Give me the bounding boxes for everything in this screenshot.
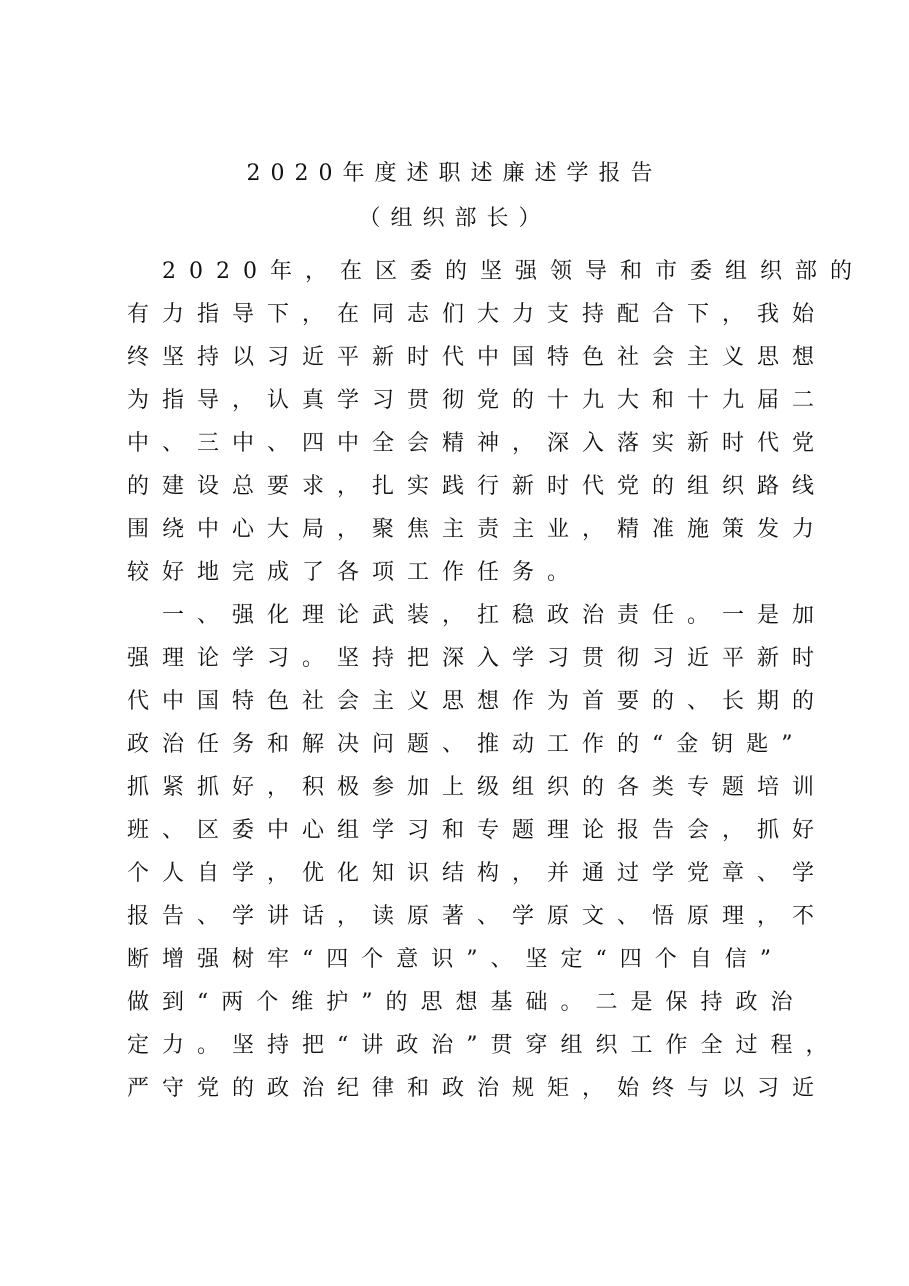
- body-line: 强理论学习。坚持把深入学习贯彻习近平新时: [127, 646, 828, 671]
- body-line: 较好地完成了各项工作任务。: [127, 560, 583, 585]
- body-line: 个人自学，优化知识结构，并通过学党章、学: [127, 861, 828, 886]
- body-line: 有力指导下，在同志们大力支持配合下，我始: [127, 302, 828, 327]
- body-line: 围绕中心大局，聚焦主责主业，精准施策发力: [127, 517, 828, 542]
- body-line: 2020年，在区委的坚强领导和市委组织部的: [127, 259, 865, 284]
- body-line: 断增强树牢“四个意识”、坚定“四个自信”: [127, 947, 784, 972]
- body-line: 班、区委中心组学习和专题理论报告会，抓好: [127, 818, 828, 843]
- body-line: 政治任务和解决问题、推动工作的“金钥匙”: [127, 732, 806, 757]
- body-line: 报告、学讲话，读原著、学原文、悟原理，不: [127, 904, 828, 929]
- body-line: 抓紧抓好，积极参加上级组织的各类专题培训: [127, 775, 828, 800]
- body-line: 的建设总要求，扎实践行新时代党的组织路线: [127, 474, 828, 499]
- body-line: 做到“两个维护”的思想基础。二是保持政治: [127, 990, 806, 1015]
- body-line: 定力。坚持把“讲政治”贯穿组织工作全过程，: [127, 1033, 841, 1058]
- document-body: [127, 250, 865, 1110]
- document-subtitle: （组织部长）: [358, 206, 551, 231]
- body-line: 中、三中、四中全会精神，深入落实新时代党: [127, 431, 828, 456]
- document-title: 2020年度述职述廉述学报告: [246, 161, 663, 186]
- body-line: 一、强化理论武装，扛稳政治责任。一是加: [127, 603, 828, 628]
- body-line: 为指导，认真学习贯彻党的十九大和十九届二: [127, 388, 828, 413]
- body-line: 终坚持以习近平新时代中国特色社会主义思想: [127, 345, 828, 370]
- body-line: 严守党的政治纪律和政治规矩，始终与以习近: [127, 1076, 828, 1101]
- body-line: 代中国特色社会主义思想作为首要的、长期的: [127, 689, 828, 714]
